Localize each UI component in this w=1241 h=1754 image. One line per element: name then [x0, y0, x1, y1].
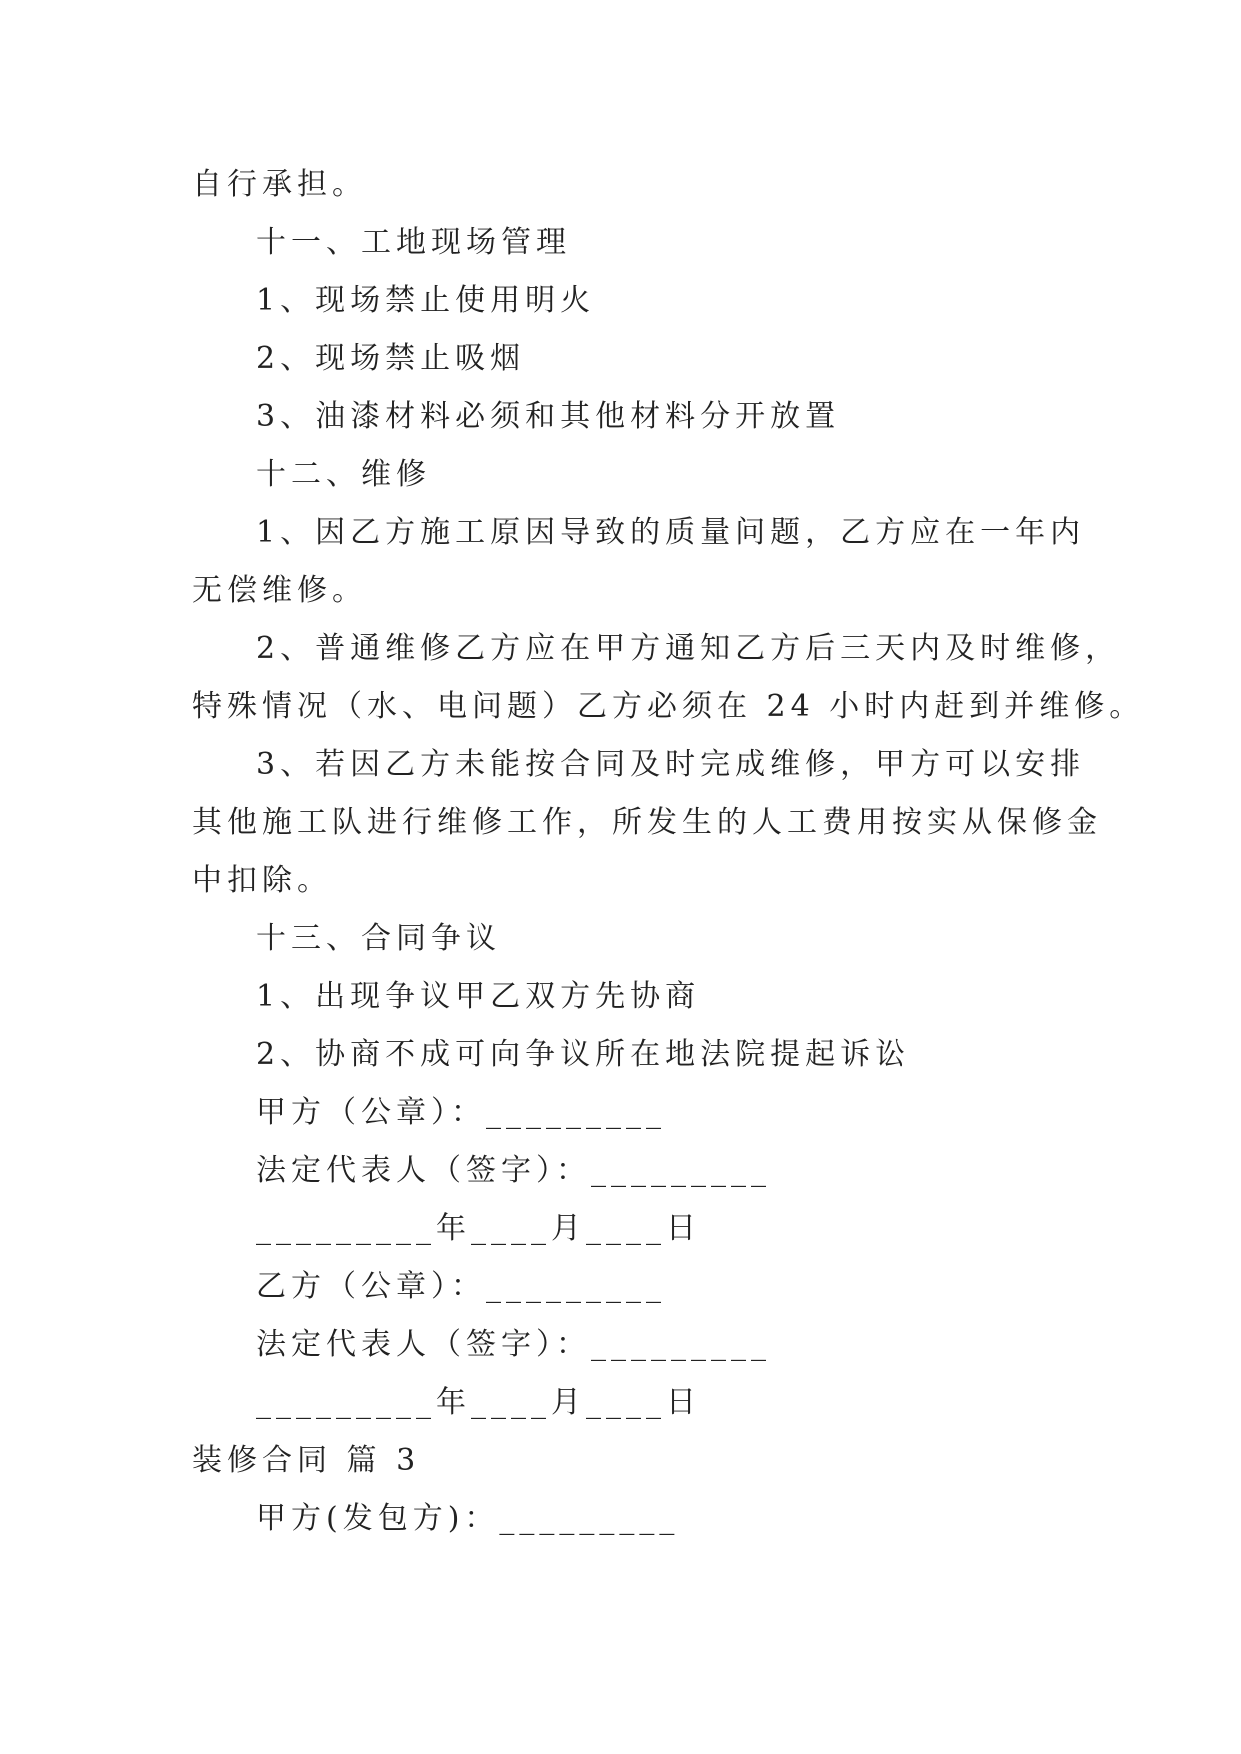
date-field: _________年____月____日	[256, 1211, 701, 1246]
text-line: 中扣除。	[192, 863, 332, 898]
signature-field: 法定代表人（签字）：_________	[256, 1153, 771, 1188]
section-heading: 十二、维修	[256, 457, 431, 492]
text-line: 无偿维修。	[192, 573, 367, 608]
signature-field: 甲方(发包方)：_________	[256, 1501, 680, 1536]
list-item: 1、现场禁止使用明火	[256, 283, 596, 318]
list-item: 1、因乙方施工原因导致的质量问题，乙方应在一年内	[256, 515, 1086, 550]
list-item: 3、油漆材料必须和其他材料分开放置	[256, 399, 841, 434]
list-item: 2、普通维修乙方应在甲方通知乙方后三天内及时维修，	[256, 631, 1121, 666]
signature-field: 法定代表人（签字）：_________	[256, 1327, 771, 1362]
document-title: 装修合同 篇 3	[192, 1443, 421, 1478]
section-heading: 十三、合同争议	[256, 921, 501, 956]
text-line: 自行承担。	[192, 167, 367, 202]
text-line: 特殊情况（水、电问题）乙方必须在 24 小时内赶到并维修。	[192, 689, 1145, 724]
section-heading: 十一、工地现场管理	[256, 225, 571, 260]
signature-field: 甲方（公章）：_________	[256, 1095, 666, 1130]
list-item: 2、现场禁止吸烟	[256, 341, 526, 376]
text-line: 其他施工队进行维修工作，所发生的人工费用按实从保修金	[192, 805, 1102, 840]
date-field: _________年____月____日	[256, 1385, 701, 1420]
list-item: 2、协商不成可向争议所在地法院提起诉讼	[256, 1037, 911, 1072]
list-item: 3、若因乙方未能按合同及时完成维修，甲方可以安排	[256, 747, 1086, 782]
signature-field: 乙方（公章）：_________	[256, 1269, 666, 1304]
list-item: 1、出现争议甲乙双方先协商	[256, 979, 701, 1014]
